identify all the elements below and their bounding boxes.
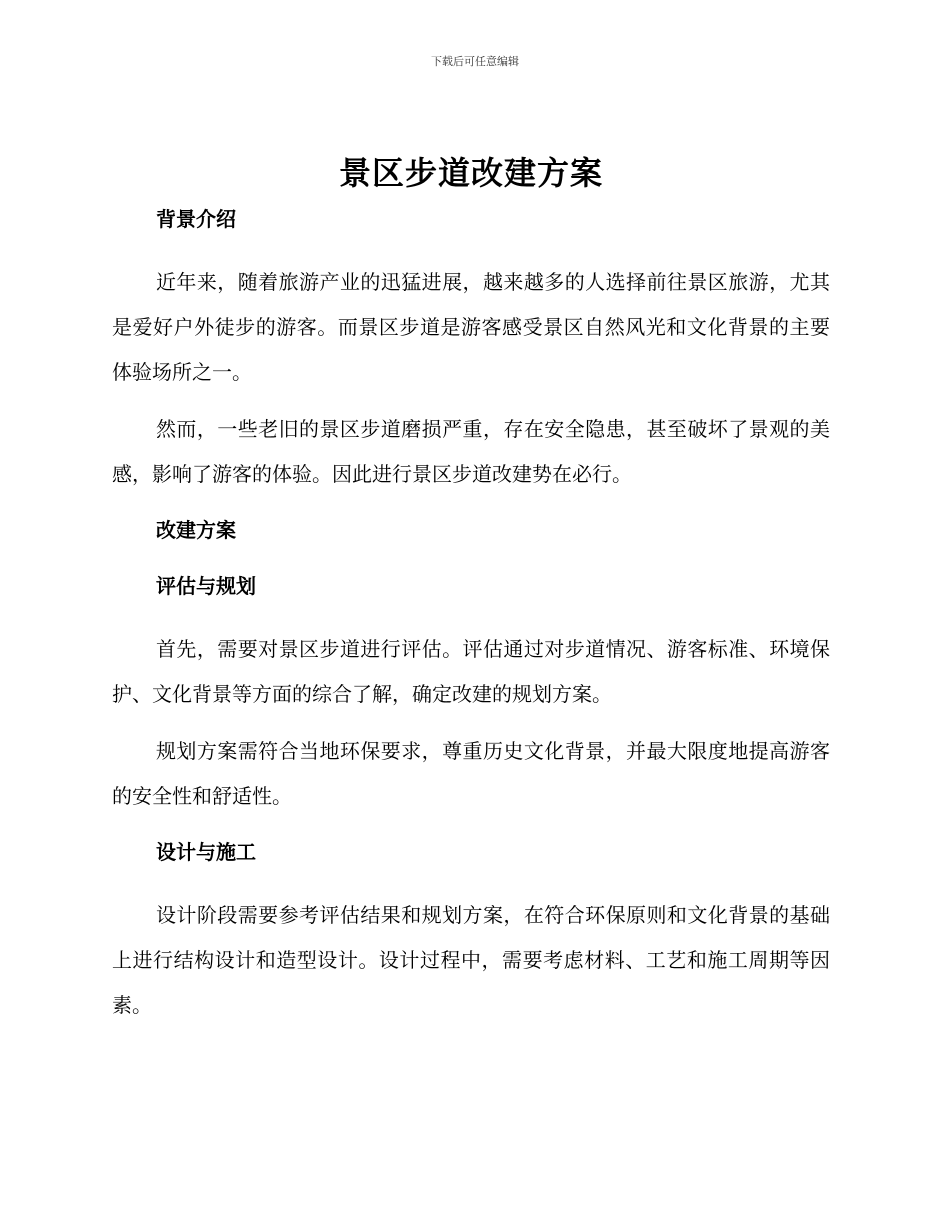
paragraph-background-1: 近年来，随着旅游产业的迅猛进展，越来越多的人选择前往景区旅游，尤其是爱好户外徒步的游客。而景区步道是游客感受景区自然风光和文化背景的主要体验场所之一。 <box>112 270 830 384</box>
document-body <box>112 150 830 1040</box>
section-heading-design: 设计与施工 <box>156 840 256 864</box>
paragraph-assessment-2: 规划方案需符合当地环保要求，尊重历史文化背景，并最大限度地提高游客的安全性和舒适性。 <box>112 739 830 808</box>
document-title: 景区步道改建方案 <box>338 154 603 192</box>
section-heading-plan: 改建方案 <box>156 518 236 542</box>
section-heading-background: 背景介绍 <box>156 207 236 231</box>
section-heading-assessment: 评估与规划 <box>156 574 256 598</box>
page-header-note: 下载后可任意编辑 <box>431 55 519 68</box>
paragraph-assessment-1: 首先，需要对景区步道进行评估。评估通过对步道情况、游客标准、环境保护、文化背景等方面的综合了解，确定改建的规划方案。 <box>112 637 830 706</box>
paragraph-design-1: 设计阶段需要参考评估结果和规划方案，在符合环保原则和文化背景的基础上进行结构设计和造型设计。设计过程中，需要考虑材料、工艺和施工周期等因素。 <box>112 903 830 1017</box>
paragraph-background-2: 然而，一些老旧的景区步道磨损严重，存在安全隐患，甚至破坏了景观的美感，影响了游客的体验。因此进行景区步道改建势在必行。 <box>112 417 830 486</box>
